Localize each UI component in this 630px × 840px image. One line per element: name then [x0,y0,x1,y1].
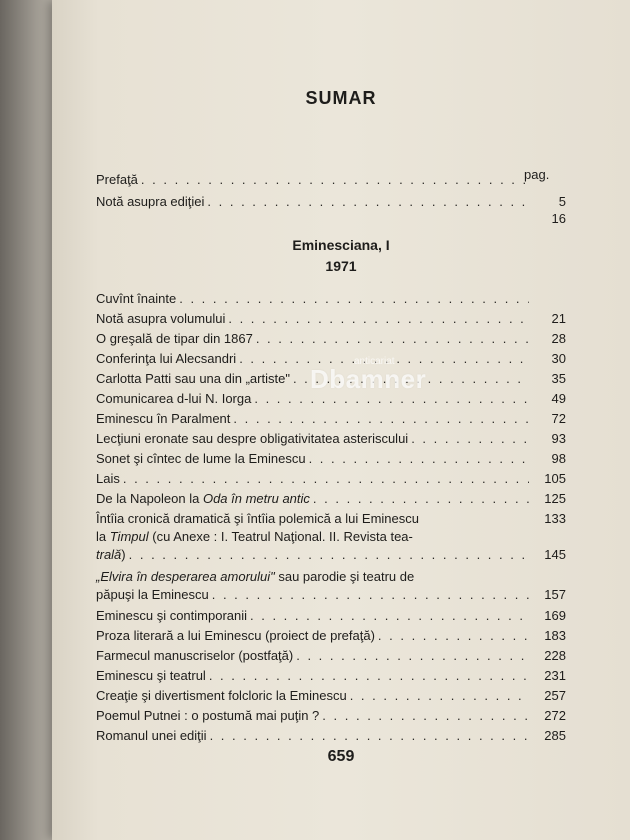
entry-title: Carlotta Patti sau una din „artiste" [96,371,290,386]
entry-title: Creaţie şi divertisment folcloric la Eminescu [96,688,347,703]
toc-entry-continued [96,529,566,545]
leader-dots [411,431,529,447]
entry-page: 16 [551,211,566,226]
leader-dots [210,728,529,744]
leader-dots [207,194,529,210]
leader-dots [296,648,529,664]
entry-title: păpuşi la Eminescu [96,587,209,602]
entry-page: 5 [558,194,566,209]
toc-entry [96,668,566,684]
toc-entry [96,608,566,624]
toc-entry [96,728,566,744]
leader-dots [350,688,529,704]
leader-dots [228,311,529,327]
toc-entry-continued [96,547,566,563]
entry-page: 49 [551,391,566,406]
entry-page: 183 [544,628,566,643]
entry-page: 285 [544,728,566,743]
entry-page: 125 [544,491,566,506]
toc-entry [96,431,566,447]
entry-title [96,547,126,563]
entry-title: Conferinţa lui Alecsandri [96,351,237,366]
entry-page: 28 [551,331,566,346]
entry-title: Farmecul manuscriselor (postfaţă) [96,648,294,663]
entry-title: Poemul Putnei : o postumă mai puţin ? [96,708,320,723]
toc-entry [96,291,566,307]
entry-page: 169 [544,608,566,623]
leader-dots [309,451,529,467]
entry-page: 98 [551,451,566,466]
toc-entry-prefata [96,172,566,188]
entry-title: Eminescu şi teatrul [96,668,206,683]
leader-dots [209,668,529,684]
entry-page: 72 [551,411,566,426]
entry-page: 93 [551,431,566,446]
toc-entry [96,471,566,487]
entry-page: 231 [544,668,566,683]
toc-entry-continued [96,587,566,603]
entry-page: 105 [544,471,566,486]
toc-entry [96,708,566,724]
entry-title: Proza literară a lui Eminescu (proiect de prefaţă) [96,628,375,643]
entry-page: 21 [551,311,566,326]
entry-page: 133 [544,511,566,526]
toc-entry [96,451,566,467]
entry-title: Întîia cronică dramatică şi întîia polemică a lui Eminescu [96,511,419,526]
leader-dots [212,587,529,603]
leader-dots [129,547,529,563]
toc-entry [96,491,566,507]
entry-title [96,529,413,545]
toc-entry [96,311,566,327]
entry-title: Notă asupra ediţiei [96,194,205,209]
section-year: 1971 [325,258,357,274]
watermark-logo: Dbamner [310,364,427,394]
entry-page: 272 [544,708,566,723]
entry-title: Notă asupra volumului [96,311,226,326]
entry-title: Comunicarea d-lui N. Iorga [96,391,252,406]
toc-entry [96,511,566,527]
entry-title: Prefaţă [96,172,138,187]
text-part: „Elvira în desperarea amorului" [96,569,275,584]
entry-page: 257 [544,688,566,703]
leader-dots [313,491,529,507]
text-part: sau parodie şi teatru de [274,569,415,584]
entry-title [96,569,414,585]
page-heading: SUMAR [305,88,377,108]
toc-entry [96,331,566,347]
section-title: Eminesciana, I [292,237,390,253]
text-part: la [96,529,110,544]
leader-dots [141,172,529,188]
entry-title-italic: Oda în metru antic [202,491,310,506]
entry-title: Cuvînt înainte [96,291,177,306]
watermark-subtext: anticariat [354,356,395,367]
entry-title: Lecţiuni eronate sau despre obligativitatea asteriscului [96,431,409,446]
entry-page: 30 [551,351,566,366]
toc-entry [96,411,566,427]
pag-label: pag. [524,167,550,182]
toc-entry [96,569,566,585]
toc-entry [96,688,566,704]
entry-page: 145 [544,547,566,562]
book-page [52,0,630,840]
leader-dots [250,608,529,624]
entry-page: 228 [544,648,566,663]
entry-title: Eminescu şi contimporanii [96,608,248,623]
text-part: ) [121,547,126,562]
entry-title-prefix: De la Napoleon la [96,491,203,506]
leader-dots [378,628,529,644]
entry-title: Eminescu în Paralment [96,411,231,426]
toc-entry-nota-editiei [96,194,566,210]
entry-title [96,491,310,507]
leader-dots [233,411,529,427]
text-part: Timpul [109,529,149,544]
text-part: trală [96,547,122,562]
page-number: 659 [327,748,355,765]
leader-dots [179,291,529,307]
text-part: (cu Anexe : I. Teatrul Naţional. II. Revista tea- [148,529,413,544]
entry-title: Lais [96,471,120,486]
leader-dots [123,471,529,487]
toc-entry [96,648,566,664]
entry-page: 157 [544,587,566,602]
entry-title: Romanul unei ediţii [96,728,207,743]
leader-dots [256,331,529,347]
entry-title: O greşală de tipar din 1867 [96,331,253,346]
toc-entry [96,628,566,644]
toc-page-16 [96,211,566,227]
entry-page: 35 [551,371,566,386]
entry-title: Sonet şi cîntec de lume la Eminescu [96,451,306,466]
leader-dots [322,708,529,724]
